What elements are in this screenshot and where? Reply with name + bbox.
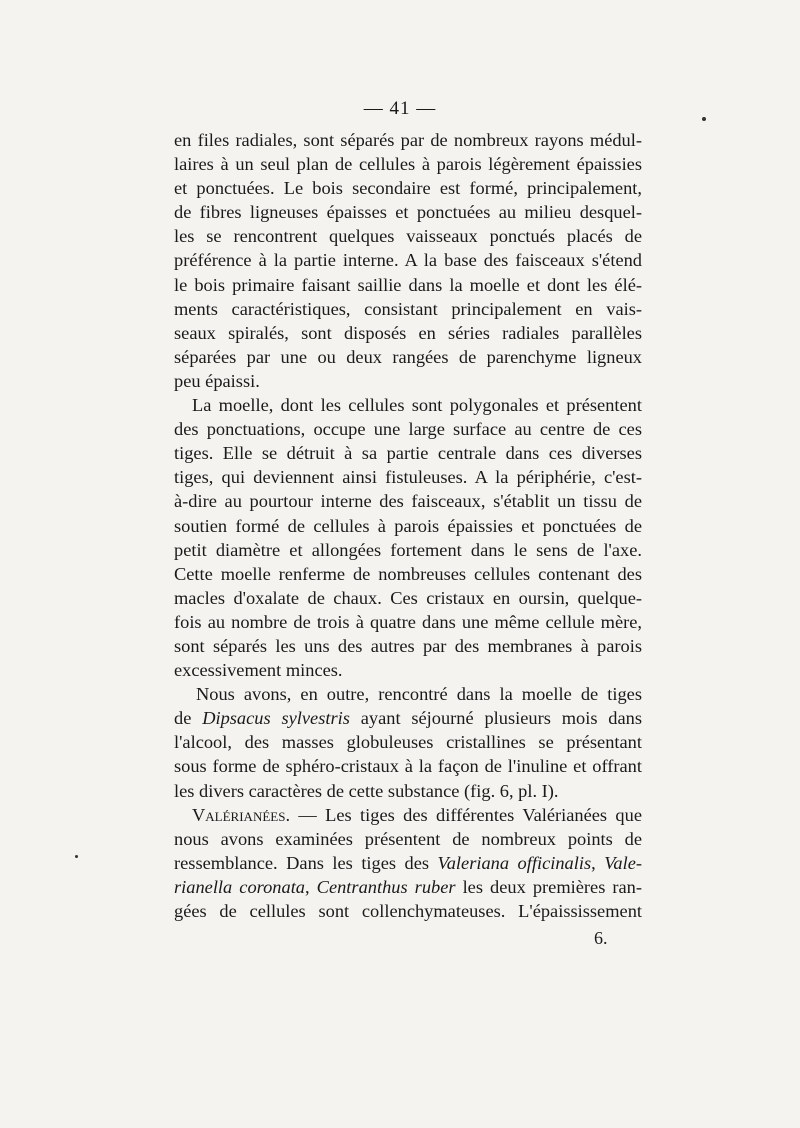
ink-speck: [75, 855, 78, 858]
text-run: ,: [591, 852, 605, 873]
text-run: de: [174, 708, 203, 729]
ink-speck: [702, 117, 706, 121]
italic-species: Vale-: [604, 852, 642, 873]
text-line: sont séparés les uns des autres par des membranes à parois: [174, 635, 642, 656]
italic-species: Centranthus ruber: [316, 876, 456, 897]
text-run: ressemblance. Dans les tiges des: [174, 852, 438, 873]
italic-species: Valeriana officinalis: [437, 852, 592, 873]
italic-species: Dipsacus sylvestris: [202, 708, 350, 729]
text-line: en files radiales, sont séparés par de nombreux rayons médul-: [174, 130, 642, 150]
text-line: l'alcool, des masses globuleuses cristallines se présentant: [174, 732, 642, 753]
text-line: nous avons examinées présentent de nombreux points de: [174, 828, 642, 849]
text-line: laires à un seul plan de cellules à parois légèrement épaissies: [174, 154, 642, 175]
text-run: ,: [305, 876, 317, 897]
signature-mark: 6.: [594, 928, 608, 948]
text-line: macles d'oxalate de chaux. Ces cristaux en oursin, quelque-: [174, 587, 642, 608]
text-line: seaux spiralés, sont disposés en séries radiales parallèles: [174, 322, 642, 343]
page-number: — 41 —: [363, 98, 437, 119]
text-line: [174, 851, 642, 875]
text-line: et ponctuées. Le bois secondaire est formé, principalement,: [174, 178, 642, 199]
text-line: de fibres ligneuses épaisses et ponctuées au milieu desquel-: [174, 202, 642, 223]
text-line: à-dire au pourtour interne des faisceaux, s'établit un tissu de: [174, 491, 642, 512]
text-line: le bois primaire faisant saillie dans la moelle et dont les élé-: [174, 274, 642, 295]
text-line: [174, 875, 642, 899]
text-line: excessivement minces.: [174, 660, 343, 681]
text-run: ayant séjourné plusieurs mois dans: [349, 708, 642, 729]
italic-species: rianella coronata: [174, 876, 306, 897]
body-text: [174, 128, 642, 923]
text-run: les deux premières ran-: [455, 876, 643, 897]
text-line: petit diamètre et allongées fortement dans le sens de l'axe.: [174, 539, 642, 560]
text-line: séparées par une ou deux rangées de parenchyme ligneux: [174, 346, 642, 367]
text-line: des ponctuations, occupe une large surface au centre de ces: [174, 419, 642, 440]
text-line: préférence à la partie interne. A la base des faisceaux s'étend: [174, 250, 642, 271]
text-line: soutien formé de cellules à parois épaissies et ponctuées de: [174, 515, 642, 536]
text-line: Nous avons, en outre, rencontré dans la moelle de tiges: [196, 684, 642, 705]
text-line: La moelle, dont les cellules sont polygonales et présentent: [192, 395, 642, 416]
text-line: les divers caractères de cette substance (fig. 6, pl. I).: [174, 780, 559, 801]
text-line: peu épaissi.: [174, 370, 260, 391]
text-line: les se rencontrent quelques vaisseaux ponctués placés de: [174, 226, 642, 247]
text-line: gées de cellules sont collenchymateuses. L'épaississement: [174, 901, 642, 921]
text-line: tiges, qui deviennent ainsi fistuleuses. A la périphérie, c'est-: [174, 467, 642, 488]
section-heading: Valérianées.: [192, 804, 291, 825]
text-line: tiges. Elle se détruit à sa partie centrale dans ces diverses: [174, 443, 642, 464]
text-run: — Les tiges des différentes Valérianées que: [290, 804, 642, 825]
text-line: ments caractéristiques, consistant principalement en vais-: [174, 298, 642, 319]
text-line: [174, 803, 642, 827]
text-line: [174, 706, 642, 730]
text-line: fois au nombre de trois à quatre dans une même cellule mère,: [174, 611, 642, 632]
text-line: sous forme de sphéro-cristaux à la façon de l'inuline et offrant: [174, 756, 642, 777]
text-line: Cette moelle renferme de nombreuses cellules contenant des: [174, 563, 642, 584]
